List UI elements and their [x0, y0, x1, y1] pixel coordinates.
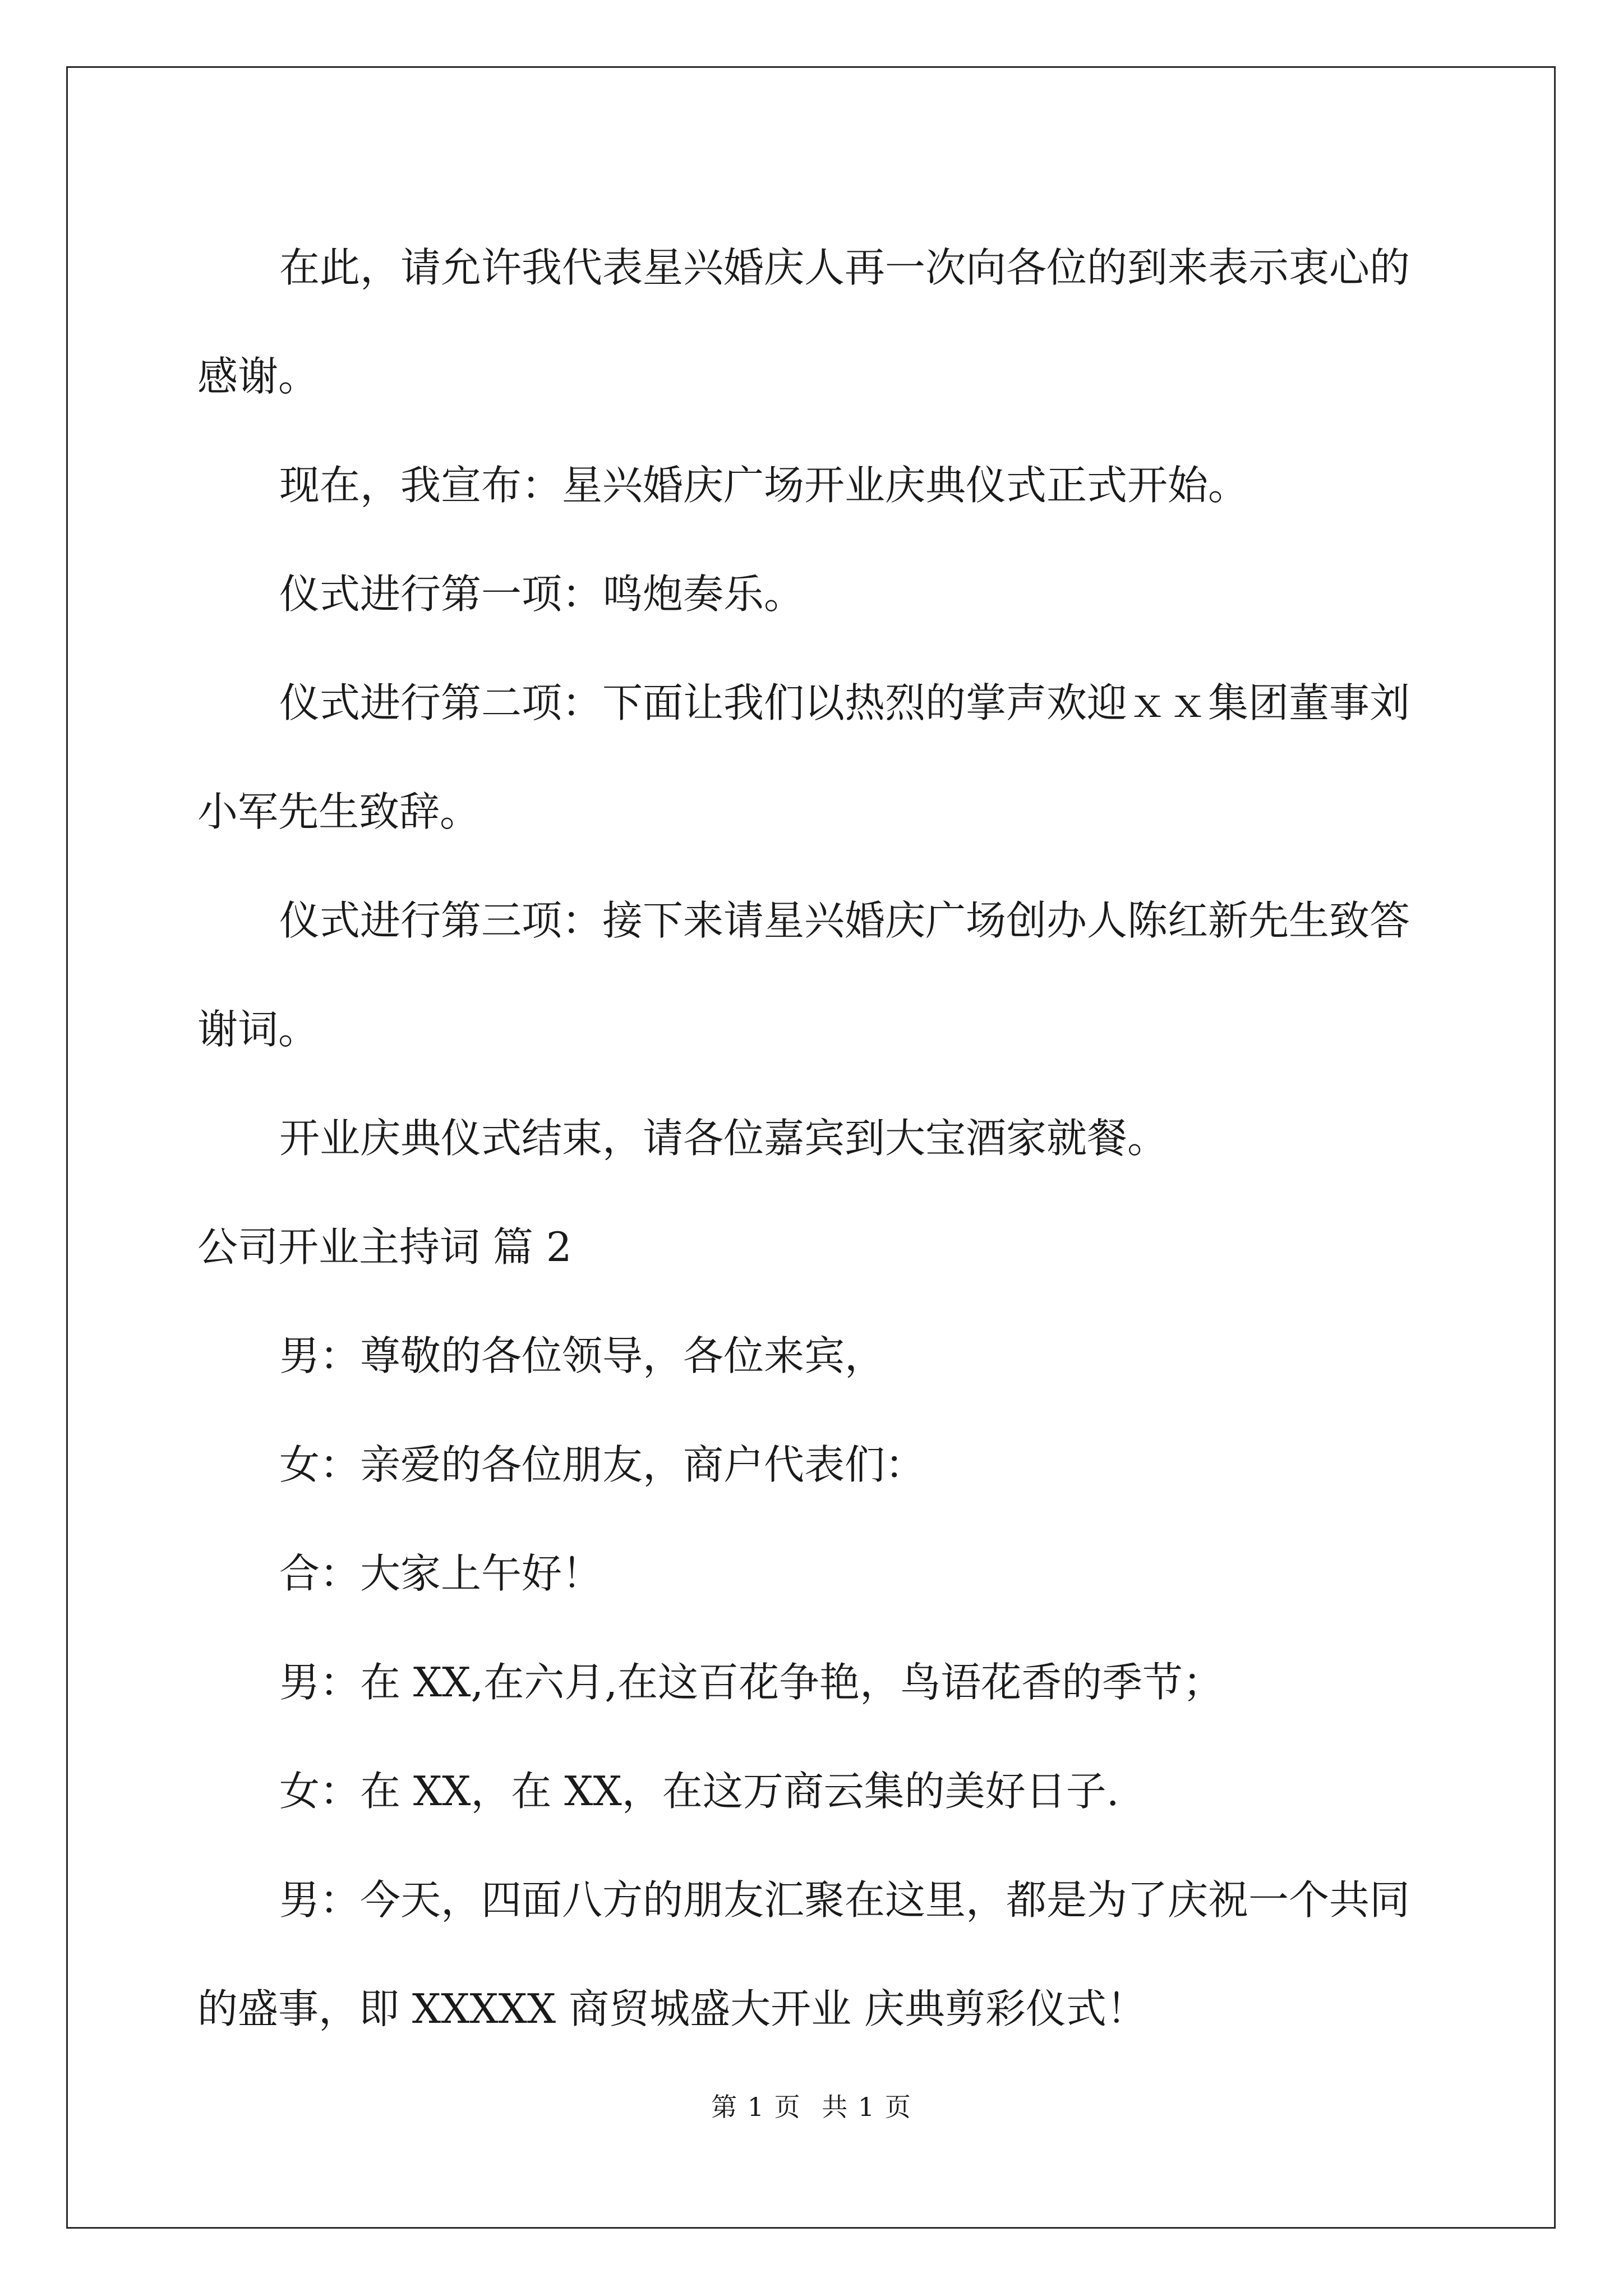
paragraph-line: 男：在 XX,在六月,在这百花争艳，鸟语花香的季节； [279, 1659, 1224, 1706]
paragraph-male-occasion [197, 1846, 1426, 1954]
paragraph-male-season [197, 1628, 1426, 1737]
paragraph-line: 现在，我宣布：星兴婚庆广场开业庆典仪式正式开始。 [279, 462, 1249, 509]
paragraph-line: 仪式进行第二项：下面让我们以热烈的掌声欢迎ｘｘ集团董事刘 [279, 679, 1410, 726]
paragraph-line: 开业庆典仪式结束，请各位嘉宾到大宝酒家就餐。 [279, 1115, 1168, 1162]
paragraph-line: 女：在 XX，在 XX，在这万商云集的美好日子. [279, 1768, 1119, 1815]
paragraph-line-continued [197, 1954, 1426, 2063]
paragraph-line: 小军先生致辞。 [197, 788, 481, 835]
paragraph-item-two [197, 648, 1426, 757]
page-footer [0, 2087, 1623, 2124]
paragraph-line: 谢词。 [197, 1006, 319, 1053]
paragraph-line-continued [197, 757, 1426, 866]
paragraph-line: 仪式进行第一项：鸣炮奏乐。 [279, 570, 805, 618]
paragraph-welcome-thanks [197, 213, 1426, 322]
paragraph-item-one [197, 540, 1426, 648]
section-heading [197, 1193, 1426, 1301]
page-number: 第 1 页 [711, 2092, 801, 2122]
paragraph-line-continued [197, 975, 1426, 1084]
paragraph-line: 感谢。 [197, 353, 319, 400]
paragraph-together-greeting [197, 1519, 1426, 1628]
paragraph-line-continued [197, 322, 1426, 431]
paragraph-line: 男：今天，四面八方的朋友汇聚在这里，都是为了庆祝一个共同 [279, 1876, 1410, 1924]
paragraph-female-greeting [197, 1410, 1426, 1519]
paragraph-line: 合：大家上午好！ [279, 1550, 603, 1597]
page-total: 共 1 页 [822, 2092, 912, 2122]
paragraph-line: 的盛事，即 XXXXX 商贸城盛大开业 庆典剪彩仪式！ [197, 1985, 1147, 2032]
paragraph-female-day [197, 1737, 1426, 1846]
paragraph-line: 仪式进行第三项：接下来请星兴婚庆广场创办人陈红新先生致答 [279, 897, 1410, 944]
section-heading-text: 公司开业主持词 篇 2 [197, 1223, 572, 1271]
paragraph-line: 男：尊敬的各位领导，各位来宾， [279, 1332, 886, 1379]
paragraph-ceremony-end [197, 1084, 1426, 1193]
document-body [197, 213, 1426, 2063]
paragraph-line: 在此，请允许我代表星兴婚庆人再一次向各位的到来表示衷心的 [279, 244, 1410, 291]
paragraph-announce-start [197, 431, 1426, 540]
paragraph-male-greeting [197, 1301, 1426, 1410]
paragraph-item-three [197, 866, 1426, 975]
paragraph-line: 女：亲爱的各位朋友，商户代表们： [279, 1441, 926, 1488]
